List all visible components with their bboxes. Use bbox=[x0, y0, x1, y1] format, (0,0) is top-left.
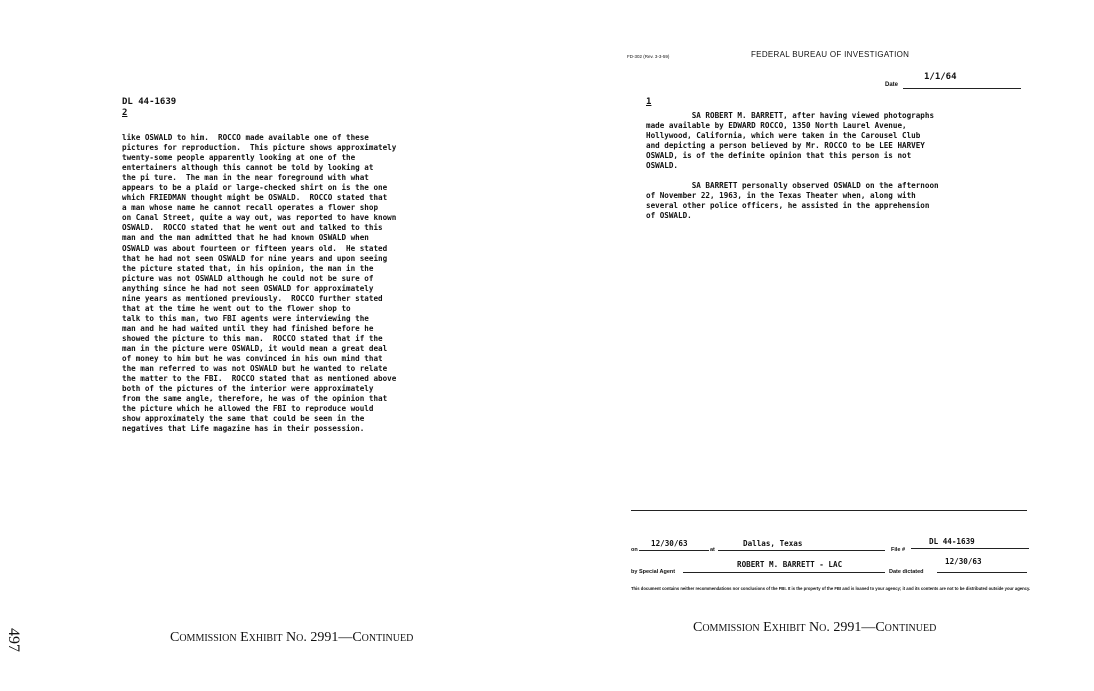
interview-date: 12/30/63 bbox=[651, 539, 688, 548]
body-line: from the same angle, therefore, he was of the opinion that bbox=[122, 394, 388, 404]
body-line: pictures for reproduction. This picture shows approximately bbox=[122, 143, 397, 153]
file-number-line bbox=[911, 548, 1029, 549]
volume-page-number: 497 bbox=[5, 628, 22, 652]
body-line: talk to this man, two FBI agents were interviewing the bbox=[122, 313, 369, 323]
file-number: DL 44-1639 bbox=[122, 97, 177, 107]
body-line: twenty-some people apparently looking at one of the bbox=[122, 153, 356, 163]
body-line: the picture stated that, in his opinion, the man in the bbox=[122, 263, 374, 273]
fbi-disclaimer: This document contains neither recommendations nor conclusions of the FBI. It is the property of the FBI and is loaned to your agency; it and its contents are not to be distributed outside your agency. bbox=[631, 586, 1031, 591]
agency-header: FEDERAL BUREAU OF INVESTIGATION bbox=[751, 50, 910, 59]
interview-location: Dallas, Texas bbox=[743, 539, 803, 548]
file-label: File # bbox=[891, 547, 906, 553]
right-document-page bbox=[547, 0, 1094, 691]
body-line: appears to be a plaid or large-checked shirt on is the one bbox=[122, 183, 388, 193]
body-line: the matter to the FBI. ROCCO stated that as mentioned above bbox=[122, 374, 397, 384]
body-line: SA BARRETT personally observed OSWALD on the afternoon bbox=[646, 181, 939, 191]
body-line: show approximately the same that could be seen in the bbox=[122, 414, 365, 424]
body-line: Hollywood, California, which were taken in the Carousel Club bbox=[646, 131, 921, 141]
exhibit-caption: Commission Exhibit No. 2991—Continued bbox=[170, 630, 414, 645]
right-body-text bbox=[646, 111, 939, 222]
body-line: OSWALD, is of the definite opinion that this person is not bbox=[646, 151, 912, 161]
body-line: a man whose name he cannot recall operates a flower shop bbox=[122, 203, 379, 213]
body-line: the pi ture. The man in the near foreground with what bbox=[122, 173, 369, 183]
body-line bbox=[646, 171, 939, 181]
date-label: Date bbox=[885, 82, 899, 88]
footer-file-number: DL 44-1639 bbox=[929, 537, 975, 546]
body-line: on Canal Street, quite a way out, was reported to have known bbox=[122, 213, 397, 223]
body-line: of money to him but he was convinced in his own mind that bbox=[122, 354, 383, 364]
exhibit-caption: Commission Exhibit No. 2991—Continued bbox=[693, 620, 937, 635]
body-line: anything since he had not seen OSWALD for approximately bbox=[122, 283, 374, 293]
body-line: man and the man admitted that he had known OSWALD when bbox=[122, 233, 369, 243]
body-line: the man referred to was not OSWALD but he wanted to relate bbox=[122, 364, 388, 374]
body-line: both of the pictures of the interior were approximately bbox=[122, 384, 374, 394]
body-line: negatives that Life magazine has in their possession. bbox=[122, 424, 365, 434]
on-label: on bbox=[631, 547, 638, 553]
date-dictated-line bbox=[937, 572, 1027, 573]
form-code: FD-302 (Rev. 3-3-59) bbox=[627, 54, 670, 59]
page-number: 1 bbox=[646, 97, 652, 107]
body-line: entertainers although this cannot be told by looking at bbox=[122, 163, 374, 173]
body-line: of OSWALD. bbox=[646, 211, 692, 221]
body-line: that at the time he went out to the flower shop to bbox=[122, 303, 351, 313]
footer-divider bbox=[631, 510, 1027, 511]
at-label: at bbox=[710, 547, 715, 553]
body-line: OSWALD was about fourteen or fifteen years old. He stated bbox=[122, 243, 388, 253]
body-line: the picture which he allowed the FBI to reproduce would bbox=[122, 404, 374, 414]
date-dictated: 12/30/63 bbox=[945, 557, 982, 566]
body-line: made available by EDWARD ROCCO, 1350 North Laurel Avenue, bbox=[646, 121, 907, 131]
agent-line bbox=[683, 572, 885, 573]
interview-date-line bbox=[639, 550, 709, 551]
report-date: 1/1/64 bbox=[924, 72, 957, 82]
body-line: of November 22, 1963, in the Texas Theater when, along with bbox=[646, 191, 916, 201]
body-line: picture was not OSWALD although he could not be sure of bbox=[122, 273, 374, 283]
body-line: like OSWALD to him. ROCCO made available one of these bbox=[122, 133, 369, 142]
body-line: man and he had waited until they had finished before he bbox=[122, 323, 374, 333]
body-line: several other police officers, he assisted in the apprehension bbox=[646, 201, 930, 211]
body-line: nine years as mentioned previously. ROCCO further stated bbox=[122, 293, 383, 303]
location-line bbox=[718, 550, 885, 551]
body-line: that he had not seen OSWALD for nine years and upon seeing bbox=[122, 253, 388, 263]
body-line: which FRIEDMAN thought might be OSWALD. ROCCO stated that bbox=[122, 193, 388, 203]
body-line: man in the picture were OSWALD, it would mean a great deal bbox=[122, 343, 388, 353]
page-number: 2 bbox=[122, 108, 128, 118]
special-agent-name: ROBERT M. BARRETT - LAC bbox=[737, 560, 843, 569]
date-underline bbox=[903, 88, 1021, 89]
left-body-text bbox=[122, 133, 396, 434]
body-line: and depicting a person believed by Mr. ROCCO to be LEE HARVEY bbox=[646, 141, 925, 151]
body-line: OSWALD. bbox=[646, 161, 679, 171]
date-dictated-label: Date dictated bbox=[889, 569, 924, 575]
agent-label: by Special Agent bbox=[631, 569, 676, 575]
body-line: OSWALD. ROCCO stated that he went out and talked to this bbox=[122, 223, 383, 233]
body-line: showed the picture to this man. ROCCO stated that if the bbox=[122, 333, 383, 343]
body-line: SA ROBERT M. BARRETT, after having viewed photographs bbox=[646, 111, 935, 120]
